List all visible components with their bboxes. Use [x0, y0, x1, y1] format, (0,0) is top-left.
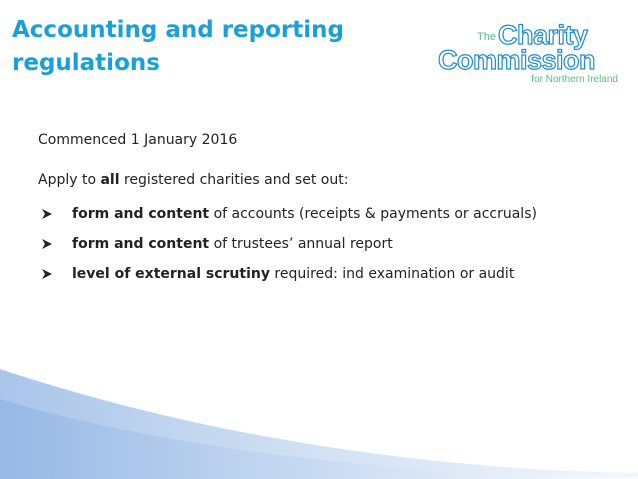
charity-commission-logo	[434, 18, 624, 84]
logo-the-text: The	[477, 31, 496, 43]
apply-pre: Apply to	[38, 172, 101, 188]
slide-body	[38, 131, 628, 295]
apply-bold: all	[100, 172, 120, 188]
arrowhead-bullet-icon	[40, 235, 54, 253]
bullet-text: of trustees’ annual report	[209, 236, 393, 252]
bullet-list	[38, 205, 628, 283]
bullet-item	[38, 235, 628, 253]
bullet-item	[38, 205, 628, 223]
logo-commission-text: Commission	[438, 45, 596, 75]
bullet-bold: form and content	[72, 236, 210, 252]
bullet-text: required: ind examination or audit	[269, 266, 515, 282]
decorative-wave	[0, 369, 638, 479]
bullet-bold: form and content	[72, 206, 210, 222]
logo-subtitle-text: for Northern Ireland	[531, 74, 618, 84]
bullet-bold: level of external scrutiny	[72, 266, 270, 282]
apply-text	[38, 171, 628, 189]
page-title	[12, 14, 412, 80]
logo-charity-text: Charity	[498, 20, 588, 50]
apply-post: registered charities and set out:	[119, 172, 349, 188]
arrowhead-bullet-icon	[40, 265, 54, 283]
bullet-text: of accounts (receipts & payments or accruals)	[209, 206, 537, 222]
title-line-1: Accounting and reporting	[12, 17, 344, 43]
bullet-item	[38, 265, 628, 283]
arrowhead-bullet-icon	[40, 205, 54, 223]
commenced-text: Commenced 1 January 2016	[38, 132, 238, 148]
title-line-2: regulations	[12, 50, 160, 76]
